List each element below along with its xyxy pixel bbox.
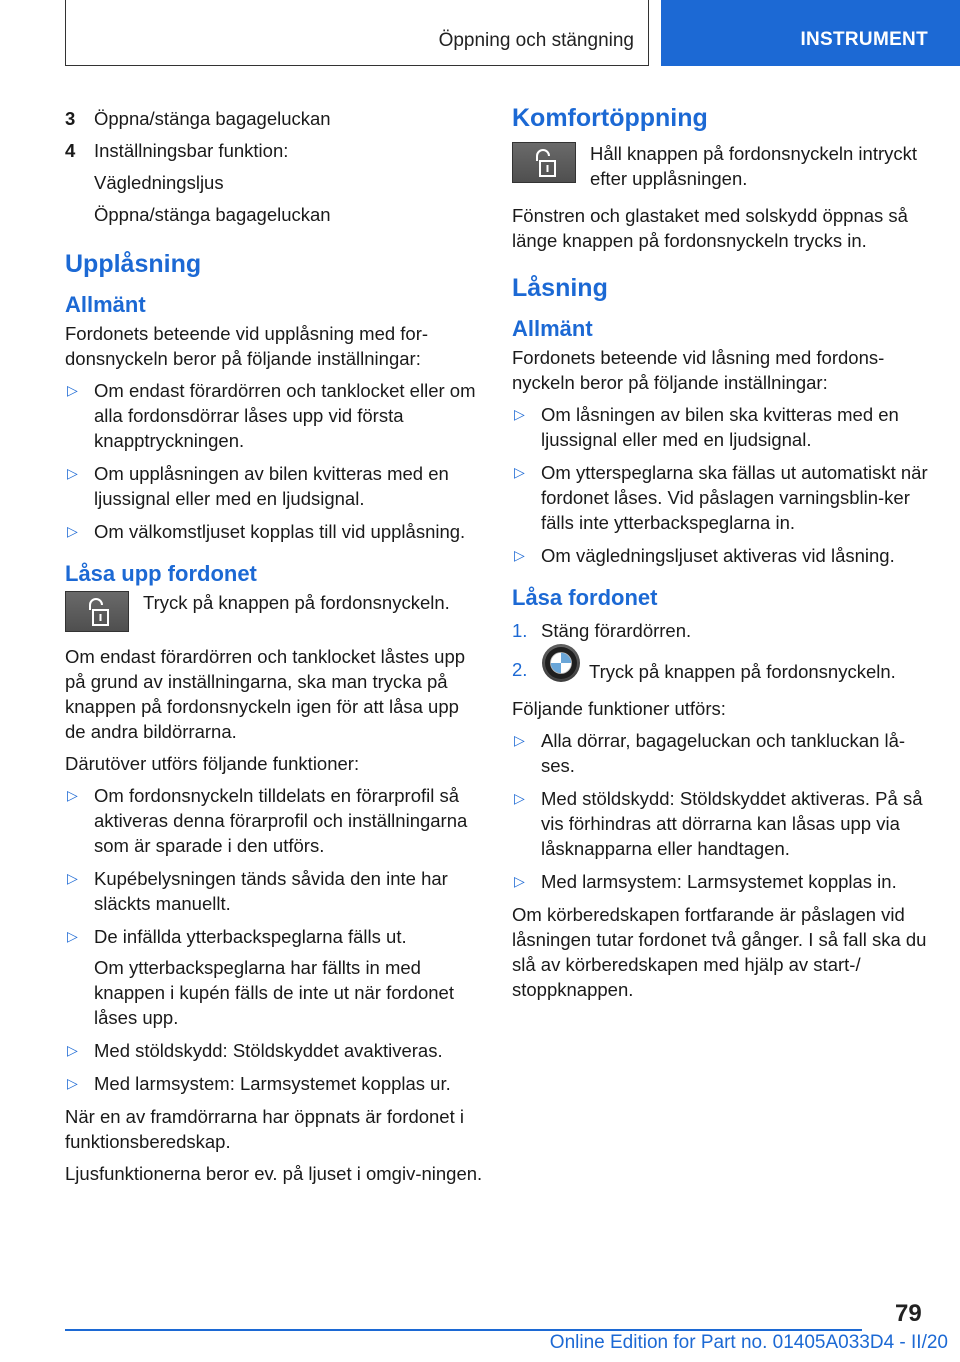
- lock-general-intro: Fordonets beteende vid låsning med fordons-nyckeln beror på följande inställningar:: [512, 347, 885, 393]
- list-item: ▷ Om ytterspeglarna ska fällas ut automatiskt när fordonet låses. Vid påslagen varningsblin-ker fälls inte ytterbackspeglarna in.: [514, 462, 928, 533]
- unlock-para-2: Därutöver utförs följande funktioner:: [65, 753, 360, 774]
- item-4-sub-1: Vägledningsljus: [94, 172, 224, 193]
- list-item: ▷ Om vägledningsljuset aktiveras vid låsning.: [514, 545, 895, 566]
- step-number: 2.: [512, 659, 528, 680]
- unlock-key-row: [65, 590, 483, 632]
- list-item: ▷ Med larmsystem: Larmsystemet kopplas in.: [514, 871, 897, 892]
- heading-locking: Låsning: [512, 274, 608, 302]
- step-text: Tryck på knappen på fordonsnyckeln.: [589, 660, 896, 682]
- mirror-note: Om ytterbackspeglarna har fällts in med knappen i kupén fälls de inte ut när fordonet låses upp.: [94, 957, 454, 1028]
- triangle-right-outline-icon: ▷: [514, 790, 525, 806]
- unlock-key-button-icon: [512, 142, 576, 183]
- triangle-right-outline-icon: ▷: [514, 547, 525, 563]
- triangle-right-outline-icon: ▷: [67, 870, 78, 886]
- triangle-right-outline-icon: ▷: [514, 464, 525, 480]
- list-item-3: [65, 106, 483, 131]
- list-item-4: [65, 138, 483, 163]
- list-item: ▷ Om välkomstljuset kopplas till vid upplåsning.: [67, 521, 466, 542]
- list-item: ▷ Kupébelysningen tänds såvida den inte har släckts manuellt.: [67, 868, 448, 914]
- list-item: ▷ Med stöldskydd: Stöldskyddet avaktiveras.: [67, 1040, 443, 1061]
- list-item: ▷ Om upplåsningen av bilen kvitteras med en ljussignal eller med en ljudsignal.: [67, 463, 449, 509]
- item-text: Öppna/stänga bagageluckan: [94, 108, 331, 129]
- heading-general: Allmänt: [512, 316, 593, 341]
- item-number: 3: [65, 108, 76, 129]
- bmw-logo-icon: [541, 643, 581, 689]
- triangle-right-outline-icon: ▷: [67, 1075, 78, 1091]
- heading-unlocking: Upplåsning: [65, 250, 202, 278]
- comfort-key-row: [512, 141, 932, 191]
- triangle-right-outline-icon: ▷: [67, 523, 78, 539]
- triangle-right-outline-icon: ▷: [514, 732, 525, 748]
- header-section-box: [65, 0, 649, 66]
- footer-edition: Online Edition for Part no. 01405A033D4 - II/20: [549, 1332, 948, 1353]
- list-item: ▷ De infällda ytterbackspeglarna fälls ut.: [67, 926, 407, 947]
- item-4-sub-2: Öppna/stänga bagageluckan: [94, 204, 331, 225]
- unlock-para-4: Ljusfunktionerna beror ev. på ljuset i omgiv-ningen.: [65, 1163, 483, 1184]
- unlock-key-text: Tryck på knappen på fordonsnyckeln.: [143, 592, 450, 613]
- triangle-right-outline-icon: ▷: [67, 382, 78, 398]
- triangle-right-outline-icon: ▷: [67, 1042, 78, 1058]
- heading-lock-vehicle: Låsa fordonet: [512, 585, 658, 610]
- triangle-right-outline-icon: ▷: [514, 406, 525, 422]
- heading-unlock-vehicle: Låsa upp fordonet: [65, 561, 257, 586]
- chapter-title: INSTRUMENT: [800, 29, 928, 50]
- step-2: [512, 657, 932, 689]
- section-title: Öppning och stängning: [438, 30, 634, 51]
- list-item: ▷ Med larmsystem: Larmsystemet kopplas ur.: [67, 1073, 451, 1094]
- list-item: ▷ Alla dörrar, bagageluckan och tankluckan lå-ses.: [514, 730, 906, 776]
- unlock-para-3: När en av framdörrarna har öppnats är fordonet i funktionsberedskap.: [65, 1106, 464, 1152]
- lock-para: Om körberedskapen fortfarande är påslagen vid låsningen tutar fordonet två gånger. I så fall ska du slå av körberedskapen med hjälp av start-/ stoppknappen.: [512, 904, 927, 1000]
- heading-comfort-opening: Komfortöppning: [512, 104, 708, 132]
- unlock-para-1: Om endast förardörren och tanklocket låstes upp på grund av inställningarna, ska man trycka på knappen på fordonsnyckeln igen för att låsa upp de andra bildörrarna.: [65, 646, 466, 742]
- page-number: 79: [895, 1300, 922, 1327]
- triangle-right-outline-icon: ▷: [67, 465, 78, 481]
- item-number: 4: [65, 140, 76, 161]
- list-item: ▷ Med stöldskydd: Stöldskyddet aktiveras. På så vis förhindras att dörrarna kan låsas upp via låsknapparna eller handtagen.: [514, 788, 923, 859]
- left-column: [65, 106, 483, 1193]
- list-item: ▷ Om fordonsnyckeln tilldelats en förarprofil så aktiveras denna förarprofil och inställningarna som är sparade i den utförs.: [67, 785, 468, 856]
- triangle-right-outline-icon: ▷: [67, 787, 78, 803]
- step-text: Stäng förardörren.: [541, 620, 692, 641]
- header-chapter-tab[interactable]: [661, 0, 960, 66]
- heading-general: Allmänt: [65, 292, 146, 317]
- general-intro: Fordonets beteende vid upplåsning med for-donsnyckeln beror på följande inställningar:: [65, 323, 429, 369]
- list-item: ▷ Om låsningen av bilen ska kvitteras med en ljussignal eller med en ljudsignal.: [514, 404, 899, 450]
- functions-intro: Följande funktioner utförs:: [512, 698, 726, 719]
- unlock-key-button-icon: [65, 591, 129, 632]
- list-item: ▷ Om endast förardörren och tanklocket eller om alla fordonsdörrar låses upp vid första knapptryckningen.: [67, 380, 476, 451]
- item-text: Inställningsbar funktion:: [94, 140, 289, 161]
- right-column: [512, 106, 932, 1009]
- step-1: [512, 618, 932, 643]
- step-number: 1.: [512, 620, 528, 641]
- footer-divider: [65, 1329, 862, 1331]
- comfort-key-text: Håll knappen på fordonsnyckeln intryckt efter upplåsningen.: [590, 143, 918, 189]
- triangle-right-outline-icon: ▷: [67, 928, 78, 944]
- triangle-right-outline-icon: ▷: [514, 873, 525, 889]
- comfort-para: Fönstren och glastaket med solskydd öppnas så länge knappen på fordonsnyckeln trycks in.: [512, 205, 908, 251]
